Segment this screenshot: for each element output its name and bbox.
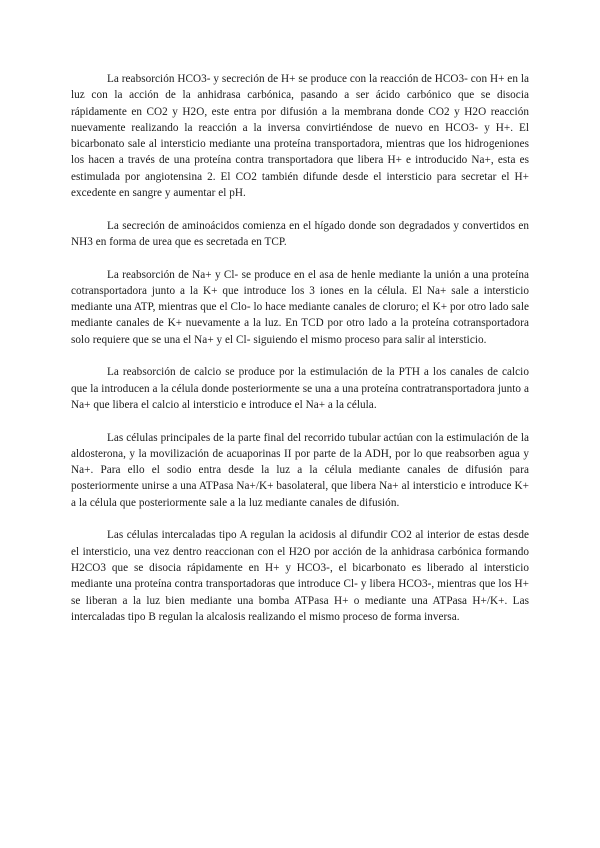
paragraph-calcium-reabsorption: La reabsorción de calcio se produce por la estimulación de la PTH a los canales de calcio que la introducen a la célula donde posteriormente se una a una proteína contratransportadora junto a Na+ que libera el calcio al intersticio e introduce el Na+ a la célula. bbox=[71, 366, 529, 411]
paragraph-sodium-chloride-reabsorption: La reabsorción de Na+ y Cl- se produce en el asa de henle mediante la unión a una proteína cotransportadora junto a la K+ que introduce los 3 iones en la célula. El Na+ sale a intersticio mediante una ATP, mientras que el Clo- lo hace mediante canales de cloruro; el K+ por otro lado sale mediante canales de K+ nuevamente a la luz. En TCD por otro lado a la proteína cotransportadora solo requiere que se una el Na+ y el Cl- siguiendo el mismo proceso para salir al intersticio. bbox=[71, 268, 529, 346]
paragraph-bicarbonate-reabsorption: La reabsorción HCO3- y secreción de H+ se produce con la reacción de HCO3- con H+ en la luz con la acción de la anhidrasa carbónica, pasando a ser ácido carbónico que se disocia rápidamente en CO2 y H2O, este entra por difusión a la membrana donde CO2 y H2O reacción nuevamente realizando la reacción a la inversa convirtiéndose de nuevo en HCO3- y H+. El bicarbonato sale al intersticio mediante una proteína transportadora, mientras que los hidrogeniones los hacen a través de una proteína contra transportadora que libera H+ e introducido Na+, esta es estimulada por angiotensina 2. El CO2 también difunde desde el intersticio para secretar el H+ excedente en sangre y aumentar el pH. bbox=[71, 73, 529, 200]
document-body bbox=[71, 71, 529, 641]
paragraph-principal-cells: Las células principales de la parte final del recorrido tubular actúan con la estimulación de la aldosterona, y la movilización de acuaporinas II por parte de la ADH, por lo que reabsorben agua y Na+. Para ello el sodio entra desde la luz a la célula mediante canales de difusión para posteriormente unirse a una ATPasa Na+/K+ basolateral, que libera Na+ al intersticio e introduce K+ a la célula que posteriormente sale a la luz mediante canales de difusión. bbox=[71, 431, 529, 509]
paragraph-amino-acid-secretion: La secreción de aminoácidos comienza en el hígado donde son degradados y convertidos en NH3 en forma de urea que es secretada en TCP. bbox=[71, 219, 529, 248]
paragraph-intercalated-cells: Las células intercaladas tipo A regulan la acidosis al difundir CO2 al interior de estas desde el intersticio, una vez dentro reaccionan con el H2O por acción de la anhidrasa carbónica formando H2CO3 que se disocia rápidamente en H+ y HCO3-, el bicarbonato es liberado al intersticio mediante una proteína contra transportadoras que introduce Cl- y libera HCO3-, mientras que los H+ se liberan a la luz bien mediante una bomba ATPasa H+ o mediante una ATPasa H+/K+. Las intercaladas tipo B regulan la alcalosis realizando el mismo proceso de forma inversa. bbox=[71, 529, 529, 623]
